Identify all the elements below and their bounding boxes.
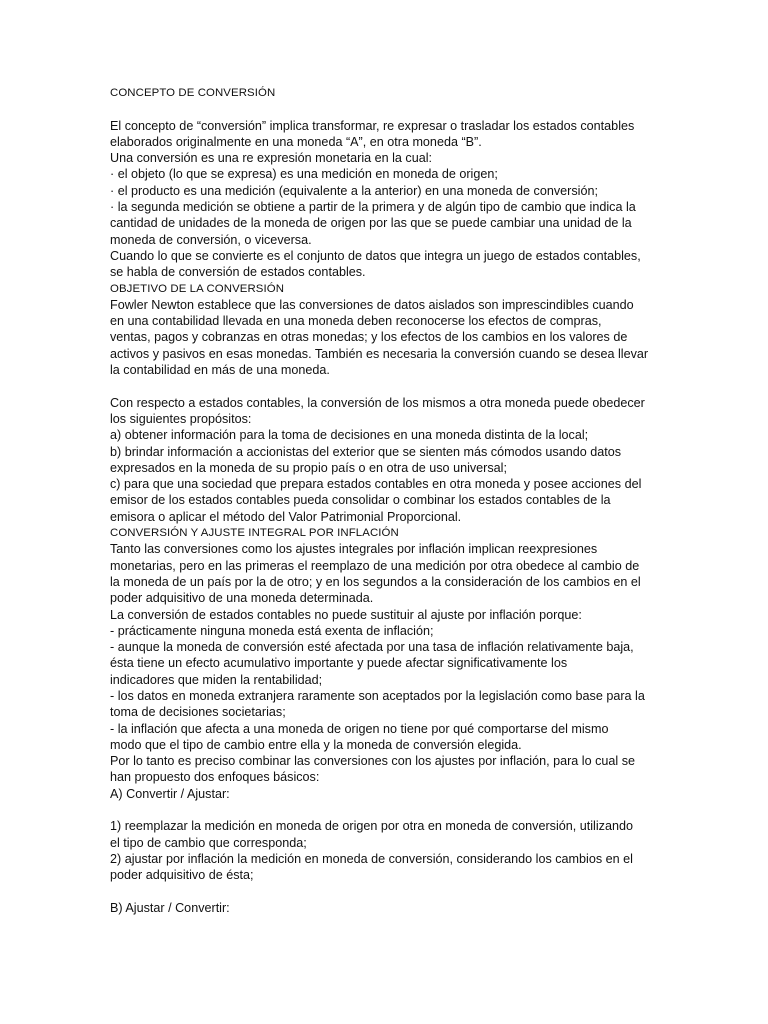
text-line: La conversión de estados contables no puede sustituir al ajuste por inflación porque: — [110, 607, 582, 622]
text-line: elaborados originalmente en una moneda “A”, en otra moneda “B”. — [110, 134, 482, 149]
document-page — [110, 85, 658, 916]
text-line: A) Convertir / Ajustar: — [110, 786, 230, 801]
text-line: expresados en la moneda de su propio país o en otra de uso universal; — [110, 460, 507, 475]
text-line: se habla de conversión de estados contables. — [110, 265, 366, 280]
section-heading: CONCEPTO DE CONVERSIÓN — [110, 87, 276, 99]
text-line: a) obtener información para la toma de decisiones en una moneda distinta de la local; — [110, 428, 589, 443]
text-line: b) brindar información a accionistas del exterior que se sienten más cómodos usando datos — [110, 444, 622, 459]
text-line: · la segunda medición se obtiene a partir de la primera y de algún tipo de cambio que indica la — [110, 200, 636, 215]
text-line: monetarias, pero en las primeras el reemplazo de una medición por otra obedece al cambio de — [110, 558, 640, 573]
text-line: la moneda de un país por la de otro; y en los segundos a la consideración de los cambios en el — [110, 574, 641, 589]
text-line: en una contabilidad llevada en una moneda deben reconocerse los efectos de compras, — [110, 314, 602, 329]
text-line: han propuesto dos enfoques básicos: — [110, 770, 320, 785]
blank-line — [110, 884, 658, 900]
text-line: Con respecto a estados contables, la conversión de los mismos a otra moneda puede obedecer — [110, 395, 645, 410]
text-line: · el producto es una medición (equivalente a la anterior) en una moneda de conversión; — [110, 183, 598, 198]
text-line: el tipo de cambio que corresponda; — [110, 835, 307, 850]
text-line: modo que el tipo de cambio entre ella y la moneda de conversión elegida. — [110, 737, 522, 752]
text-line: 1) reemplazar la medición en moneda de origen por otra en moneda de conversión, utilizando — [110, 819, 633, 834]
text-line: Tanto las conversiones como los ajustes integrales por inflación implican reexpresiones — [110, 542, 598, 557]
text-line: toma de decisiones societarias; — [110, 705, 286, 720]
text-line: 2) ajustar por inflación la medición en moneda de conversión, considerando los cambios en el — [110, 851, 633, 866]
text-line: indicadores que miden la rentabilidad; — [110, 672, 323, 687]
text-line: ventas, pagos y cobranzas en otras monedas; y los efectos de los cambios en los valores de — [110, 330, 628, 345]
text-line: - los datos en moneda extranjera raramente son aceptados por la legislación como base para la — [110, 688, 645, 703]
text-line: · el objeto (lo que se expresa) es una medición en moneda de origen; — [110, 167, 498, 182]
section-heading: CONVERSIÓN Y AJUSTE INTEGRAL POR INFLACIÓN — [110, 527, 399, 540]
text-line: poder adquisitivo de una moneda determinada. — [110, 591, 374, 606]
text-line: c) para que una sociedad que prepara estados contables en otra moneda y posee acciones del — [110, 477, 642, 492]
blank-line — [110, 802, 658, 818]
text-line: los siguientes propósitos: — [110, 411, 252, 426]
text-line: - aunque la moneda de conversión esté afectada por una tasa de inflación relativamente baja, — [110, 640, 634, 655]
text-line: - la inflación que afecta a una moneda de origen no tiene por qué comportarse del mismo — [110, 721, 609, 736]
text-line: moneda de conversión, o viceversa. — [110, 232, 312, 247]
text-line: cantidad de unidades de la moneda de origen por las que se puede cambiar una unidad de la — [110, 216, 632, 231]
text-line: la contabilidad en más de una moneda. — [110, 363, 330, 378]
text-line: Por lo tanto es preciso combinar las conversiones con los ajustes por inflación, para lo cual se — [110, 754, 636, 769]
text-line: B) Ajustar / Convertir: — [110, 900, 230, 915]
text-line: emisor de los estados contables pueda consolidar o combinar los estados contables de la — [110, 493, 611, 508]
text-line: Una conversión es una re expresión monetaria en la cual: — [110, 151, 433, 166]
text-line: - prácticamente ninguna moneda está exenta de inflación; — [110, 623, 434, 638]
text-line: activos y pasivos en esas monedas. También es necesaria la conversión cuando se desea llevar — [110, 346, 649, 361]
text-line: El concepto de “conversión” implica transformar, re expresar o trasladar los estados contables — [110, 118, 635, 133]
blank-line — [110, 101, 658, 117]
text-line: emisora o aplicar el método del Valor Patrimonial Proporcional. — [110, 509, 462, 524]
text-line: Cuando lo que se convierte es el conjunto de datos que integra un juego de estados contables, — [110, 248, 641, 263]
section-heading: OBJETIVO DE LA CONVERSIÓN — [110, 282, 285, 295]
text-line: ésta tiene un efecto acumulativo importante y puede afectar significativamente los — [110, 656, 568, 671]
text-line: poder adquisitivo de ésta; — [110, 868, 254, 883]
blank-line — [110, 378, 658, 394]
text-line: Fowler Newton establece que las conversiones de datos aislados son imprescindibles cuando — [110, 297, 634, 312]
